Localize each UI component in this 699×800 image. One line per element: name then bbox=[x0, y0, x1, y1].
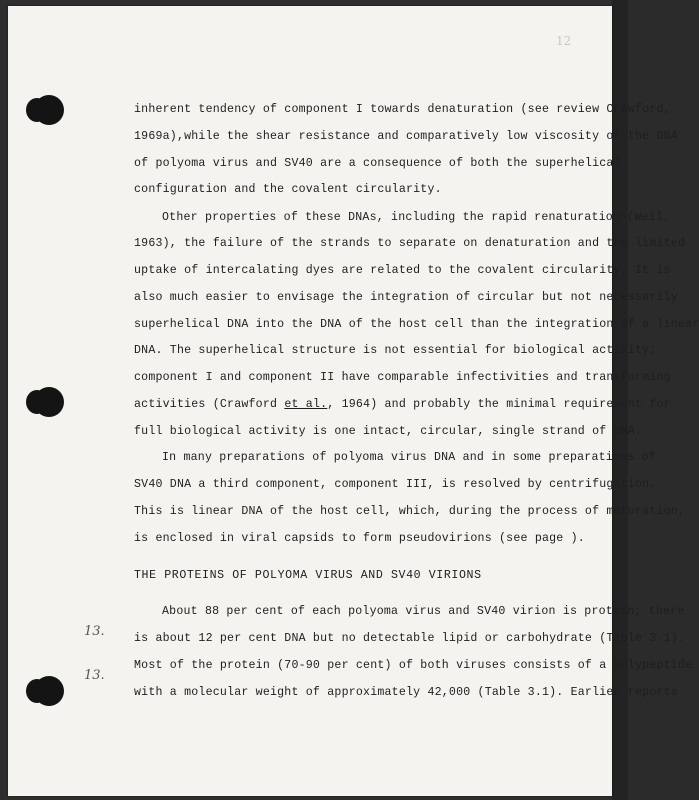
text-line: About 88 per cent of each polyoma virus and SV40 virion is protein; there bbox=[162, 605, 685, 618]
text-line: component I and component II have comparable infectivities and transforming bbox=[134, 371, 671, 384]
citation-et-al: et al. bbox=[284, 398, 328, 411]
text-line: Other properties of these DNAs, including the rapid renaturation (Weil, bbox=[162, 211, 671, 224]
text-line: Most of the protein (70-90 per cent) of both viruses consists of a polypeptide bbox=[134, 659, 693, 672]
handwritten-margin-note: 13. bbox=[84, 624, 105, 639]
text-line: inherent tendency of component I towards denaturation (see review Crawford, bbox=[134, 103, 671, 116]
text-line: also much easier to envisage the integration of circular but not necessarily bbox=[134, 291, 678, 304]
text-line: 1963), the failure of the strands to separate on denaturation and the limited bbox=[134, 237, 686, 250]
text-line: SV40 DNA a third component, component III, is resolved by centrifugation. bbox=[134, 478, 657, 491]
text-line bbox=[134, 398, 671, 411]
text-line: with a molecular weight of approximately 42,000 (Table 3.1). Earlier reports bbox=[134, 686, 678, 699]
section-heading: THE PROTEINS OF POLYOMA VIRUS AND SV40 VIRIONS bbox=[134, 569, 482, 582]
text-line: superhelical DNA into the DNA of the host cell than the integration of a linear bbox=[134, 318, 699, 331]
text-run: , 1964) and probably the minimal requirement for bbox=[327, 398, 671, 411]
page-number-mark: 12 bbox=[556, 34, 572, 48]
text-line: uptake of intercalating dyes are related to the covalent circularity. It is bbox=[134, 264, 671, 277]
text-line: full biological activity is one intact, circular, single strand of DNA. bbox=[134, 425, 643, 438]
text-line: This is linear DNA of the host cell, which, during the process of maturation, bbox=[134, 505, 686, 518]
punch-hole bbox=[34, 95, 64, 125]
punch-hole bbox=[34, 387, 64, 417]
text-run: activities (Crawford bbox=[134, 398, 285, 411]
punch-hole bbox=[34, 676, 64, 706]
text-line: configuration and the covalent circularity. bbox=[134, 183, 442, 196]
text-line: In many preparations of polyoma virus DNA and in some preparations of bbox=[162, 451, 656, 464]
text-line: is enclosed in viral capsids to form pseudovirions (see page ). bbox=[134, 532, 585, 545]
text-line: is about 12 per cent DNA but no detectable lipid or carbohydrate (Table 3.1). bbox=[134, 632, 686, 645]
text-line: of polyoma virus and SV40 are a consequence of both the superhelical bbox=[134, 157, 621, 170]
text-line: DNA. The superhelical structure is not essential for biological activity; bbox=[134, 344, 657, 357]
handwritten-margin-note: 13. bbox=[84, 668, 105, 683]
text-line: 1969a),while the shear resistance and comparatively low viscosity of the DNA bbox=[134, 130, 678, 143]
